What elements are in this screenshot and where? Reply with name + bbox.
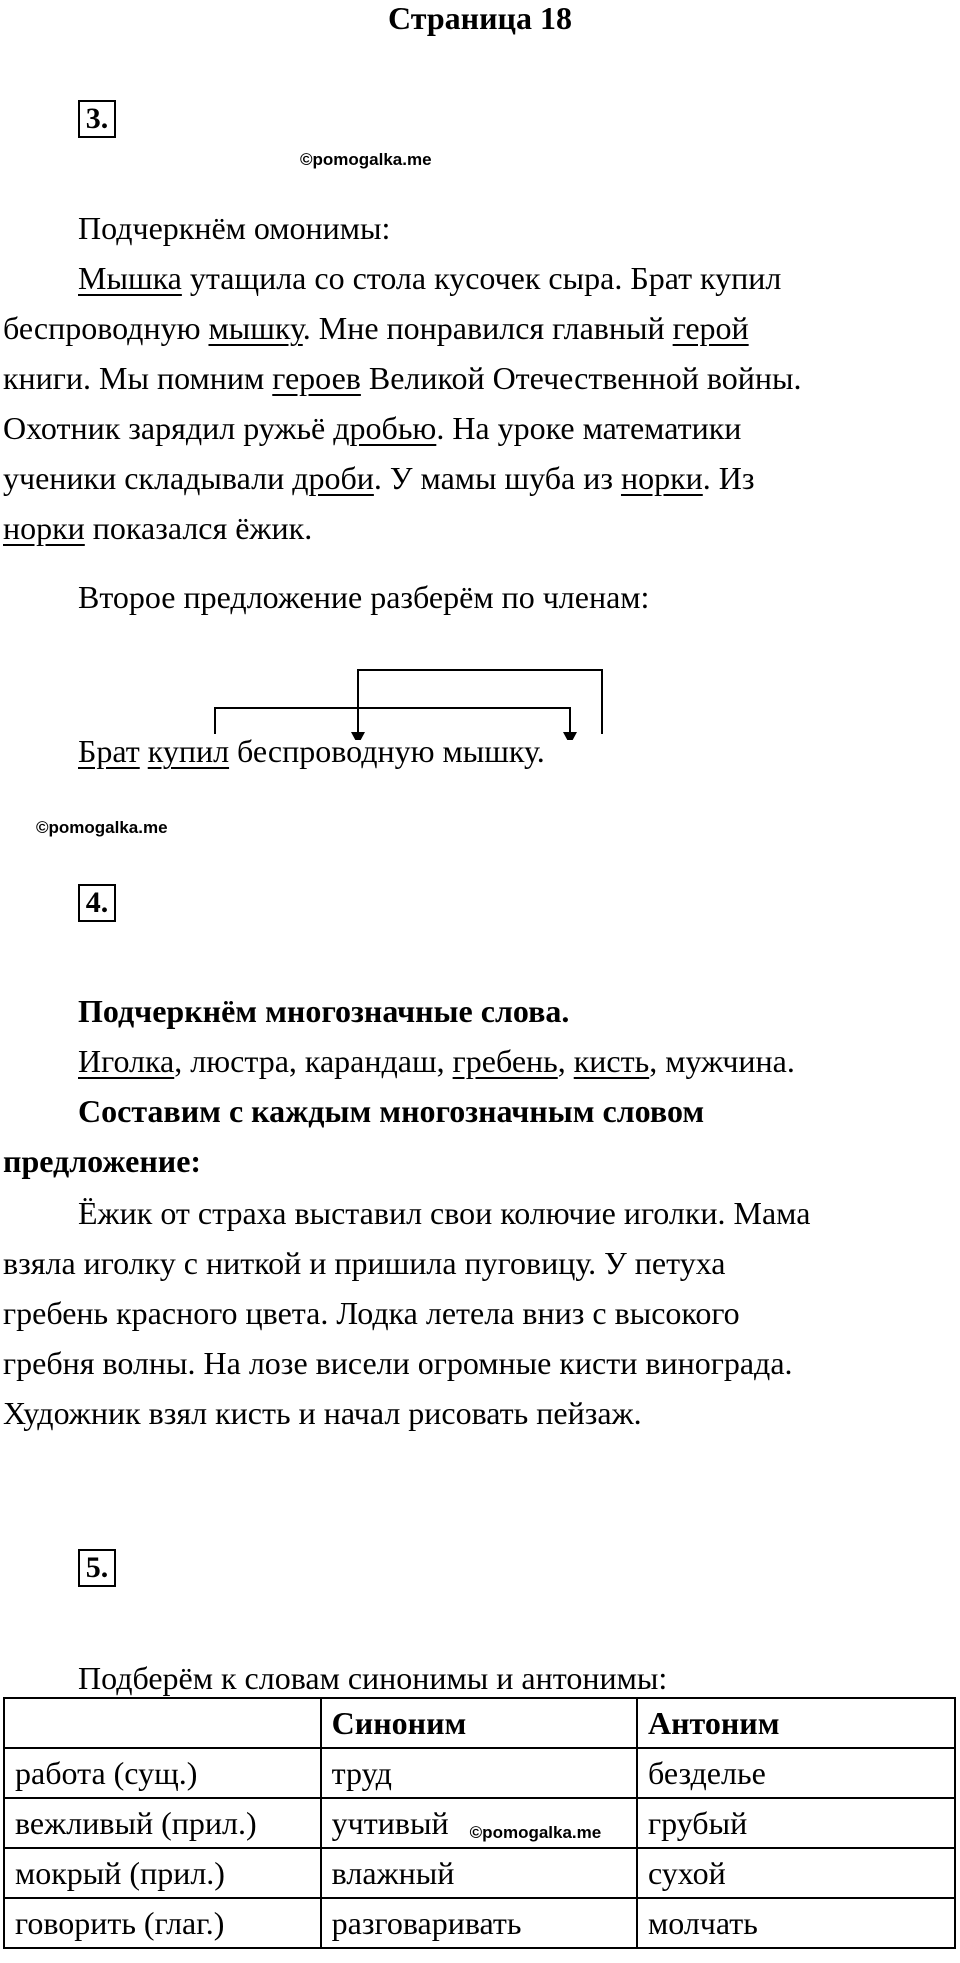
- watermark-1: ©pomogalka.me: [300, 150, 432, 169]
- table-header-cell: Синоним: [321, 1698, 637, 1748]
- page-title: Страница 18: [388, 0, 572, 36]
- text-run: [140, 733, 148, 769]
- text-run: , мужчина.: [649, 1043, 795, 1079]
- text-run: Великой Отечественной войны.: [360, 360, 802, 396]
- table-cell: влажный: [321, 1848, 637, 1898]
- table-row: [4, 1898, 955, 1948]
- task-4-sentence-line: гребень красного цвета. Лодка летела вниз с высокого: [3, 1295, 740, 1331]
- task-3-text: [3, 253, 953, 553]
- underlined-word: норки: [620, 460, 703, 496]
- underlined-word: героев: [272, 360, 361, 396]
- text-run: книги. Мы помним: [3, 360, 273, 396]
- task-4-sentence-line: Художник взял кисть и начал рисовать пейзаж.: [3, 1395, 642, 1431]
- table-cell: сухой: [637, 1848, 955, 1898]
- task-3-line: [3, 303, 953, 353]
- underlined-word: Иголка: [78, 1043, 175, 1079]
- watermark-3: ©pomogalka.me: [469, 1823, 602, 1842]
- watermark-2: ©pomogalka.me: [36, 818, 168, 837]
- task-4-heading-2-cont: предложение:: [3, 1143, 202, 1179]
- task-3-intro: Подчеркнём омонимы:: [78, 210, 391, 246]
- table-cell: вежливый (прил.): [4, 1798, 321, 1848]
- underlined-word: мышку: [208, 310, 303, 346]
- task-4-sentences: [3, 1188, 953, 1438]
- task-3-line: [3, 353, 953, 403]
- task-3-parse-intro: Второе предложение разберём по членам:: [78, 579, 650, 615]
- text-run: , люстра, карандаш,: [174, 1043, 453, 1079]
- task-4-heading-1: Подчеркнём многозначные слова.: [78, 993, 570, 1029]
- text-run: утащила со стола кусочек сыра. Брат купил: [181, 260, 782, 296]
- text-run: беспроводную: [3, 310, 209, 346]
- underlined-word: дробью: [333, 410, 437, 446]
- task-4-sentence-line: Ёжик от страха выставил свои колючие иголки. Мама: [78, 1195, 811, 1231]
- underlined-word: купил: [147, 733, 230, 769]
- text-run: ,: [557, 1043, 574, 1079]
- table-row: [4, 1798, 955, 1848]
- text-run: беспроводную мышку.: [229, 733, 545, 769]
- text-run: . На уроке математики: [436, 410, 742, 446]
- task-4-sentence-line: гребня волны. На лозе висели огромные кисти винограда.: [3, 1345, 793, 1381]
- text-run: показался ёжик.: [84, 510, 313, 546]
- table-cell: [321, 1798, 637, 1848]
- underlined-word: норки: [3, 510, 85, 546]
- underlined-word: дроби: [292, 460, 374, 496]
- table-row: [4, 1748, 955, 1798]
- task-5-number: 5.: [78, 1549, 116, 1587]
- task-5-intro: Подберём к словам синонимы и антонимы:: [78, 1660, 668, 1696]
- table-cell: безделье: [637, 1748, 955, 1798]
- text-run: Охотник зарядил ружьё: [3, 410, 334, 446]
- task-3-line: [3, 503, 953, 553]
- text-run: . Мне понравился главный: [302, 310, 673, 346]
- underlined-word: кисть: [573, 1043, 650, 1079]
- table-header-row: [4, 1698, 955, 1748]
- table-cell: труд: [321, 1748, 637, 1798]
- task-4-heading-2: Составим с каждым многозначным словом: [78, 1093, 705, 1129]
- underlined-word: Брат: [78, 733, 140, 769]
- synonym-antonym-table: [3, 1697, 956, 1949]
- table-header-cell: Антоним: [637, 1698, 955, 1748]
- text-run: . У мамы шуба из: [373, 460, 621, 496]
- table-cell-text: учтивый: [331, 1805, 449, 1841]
- table-cell: работа (сущ.): [4, 1748, 321, 1798]
- task-3-line: [3, 253, 953, 303]
- text-run: . Из: [702, 460, 755, 496]
- table-cell: говорить (глаг.): [4, 1898, 321, 1948]
- text-run: ученики складывали: [3, 460, 293, 496]
- table-cell: молчать: [637, 1898, 955, 1948]
- task-3-line: [3, 403, 953, 453]
- task-3-line: [3, 453, 953, 503]
- table-cell: разговаривать: [321, 1898, 637, 1948]
- task-4-number: 4.: [78, 884, 116, 922]
- underlined-word: герой: [672, 310, 749, 346]
- task-4-sentence-line: взяла иголку с ниткой и пришила пуговицу. У петуха: [3, 1245, 726, 1281]
- table-header-cell: [4, 1698, 321, 1748]
- table-cell: мокрый (прил.): [4, 1848, 321, 1898]
- task-3-sentence: [3, 726, 953, 776]
- table-row: [4, 1848, 955, 1898]
- table-cell: грубый: [637, 1798, 955, 1848]
- underlined-word: Мышка: [78, 260, 182, 296]
- task-4-words: [3, 1036, 953, 1086]
- link-line-object: [358, 670, 602, 734]
- task-3-number: 3.: [78, 100, 116, 138]
- underlined-word: гребень: [452, 1043, 558, 1079]
